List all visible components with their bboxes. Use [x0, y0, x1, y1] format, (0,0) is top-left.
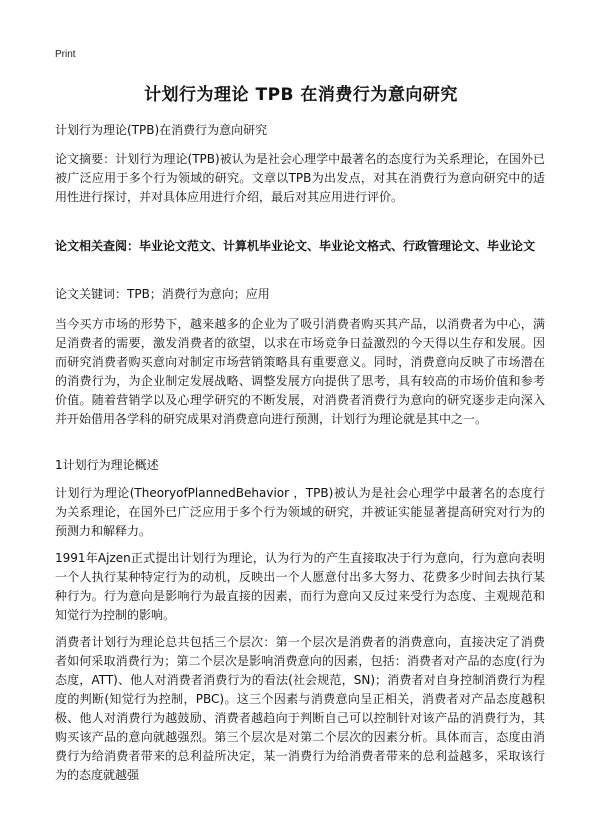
section-paragraph-2: 1991年Ajzen正式提出计划行为理论，认为行为的产生直接取决于行为意向，行为意向表明一个人执行某种特定行为的动机，反映出一个人愿意付出多大努力、花费多少时间去执行某种行为。行为意向是影响行为最直接的因素，而行为意向又反过来受行为态度、主观规范和知觉行为控制的影响。: [55, 551, 545, 622]
abstract-paragraph: 论文摘要：计划行为理论(TPB)被认为是社会心理学中最著名的态度行为关系理论，在国外已被广泛应用于多个行为领域的研究。文章以TPB为出发点，对其在消费行为意向研究中的适用性进行探讨，并对具体应用进行介绍，最后对其应用进行评价。: [55, 152, 545, 204]
related-queries: 论文相关查阅：毕业论文范文、计算机毕业论文、毕业论文格式、行政管理论文、毕业论文: [55, 239, 536, 253]
print-label: Print: [55, 49, 76, 60]
document-subtitle: 计划行为理论(TPB)在消费行为意向研究: [55, 123, 268, 137]
intro-paragraph: 当今买方市场的形势下，越来越多的企业为了吸引消费者购买其产品，以消费者为中心，满足消费者的需要，激发消费者的欲望，以求在市场竞争日益激烈的今天得以生存和发展。因而研究消费者购买意向对制定市场营销策略具有重要意义。同时，消费意向反映了市场潜在的消费行为，为企业制定发展战略、调整发展方向提供了思考，具有较高的市场价值和参考价值。随着营销学以及心理学研究的不断发展，对消费者消费行为意向的研究逐步走向深入并开始借用各学科的研究成果对消费意向进行预测，计划行为理论就是其中之一。: [55, 317, 545, 426]
section-heading: 1计划行为理论概述: [55, 458, 159, 472]
document-title: 计划行为理论 TPB 在消费行为意向研究: [144, 85, 458, 105]
section-paragraph-1: 计划行为理论(TheoryofPlannedBehavior ，TPB)被认为是社会心理学中最著名的态度行为关系理论，在国外已广泛应用于多个行为领域的研究，并被证实能显著提高研究对行为的预测力和解释力。: [55, 486, 545, 538]
section-paragraph-3: 消费者计划行为理论总共包括三个层次：第一个层次是消费者的消费意向，直接决定了消费者如何采取消费行为；第二个层次是影响消费意向的因素，包括：消费者对产品的态度(行为态度，ATT)、他人对消费者消费行为的看法(社会规范，SN)；消费者对自身控制消费行为程度的判断(知觉行为控制，PBC)。这三个因素与消费意向呈正相关，消费者对产品态度越积极、他人对消费行为越鼓励、消费者越趋向于判断自己可以控制针对该产品的消费行为，其购买该产品的意向就越强烈。第三个层次是对第二个层次的因素分析。具体而言，态度由消费行为给消费者带来的总利益所决定，某一消费行为给消费者带来的总利益越多，采取该行为的态度就越强: [55, 635, 545, 782]
keywords-line: 论文关键词：TPB；消费行为意向；应用: [55, 287, 270, 301]
